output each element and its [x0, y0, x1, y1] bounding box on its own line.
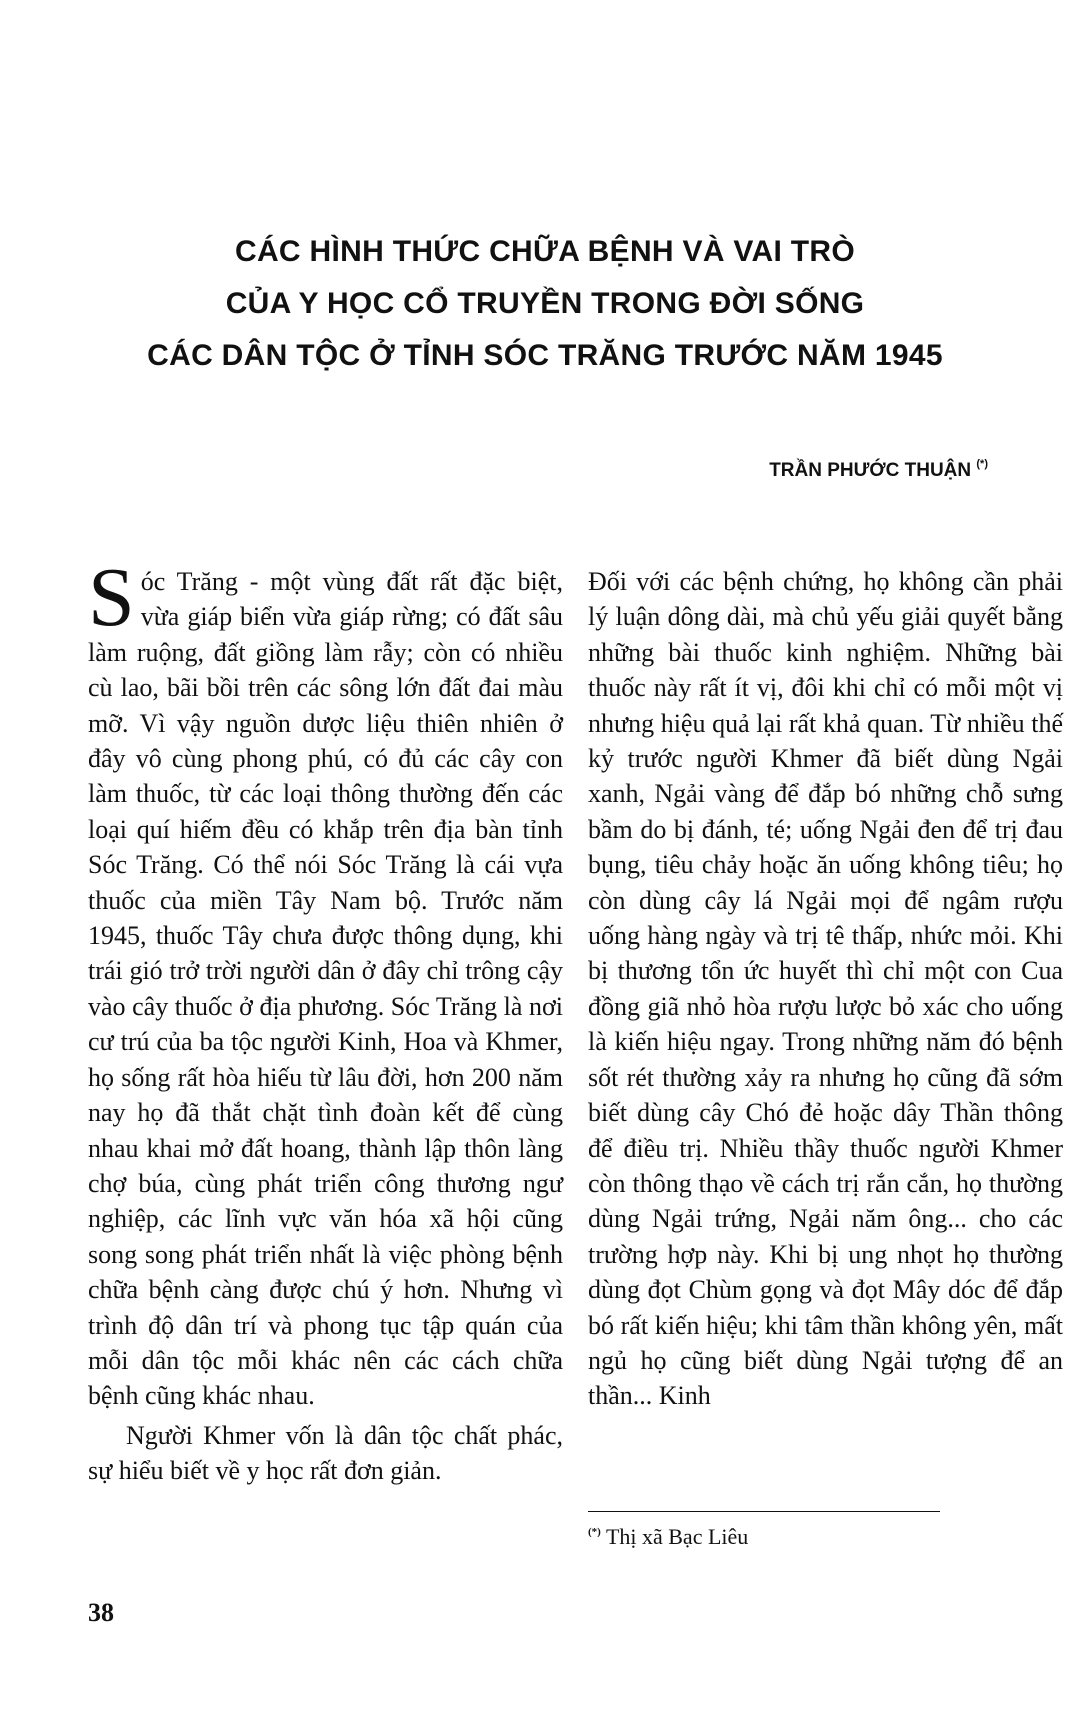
- author-name: TRẦN PHƯỚC THUẬN: [769, 460, 972, 481]
- right-column: [588, 564, 1063, 1414]
- drop-cap: S: [88, 551, 135, 644]
- left-column: [88, 551, 563, 1489]
- title-line-1: CÁC HÌNH THỨC CHỮA BỆNH VÀ VAI TRÒ: [235, 235, 855, 268]
- footnote-mark: (*): [588, 1526, 601, 1538]
- footnote-divider: [588, 1511, 940, 1512]
- page-number: 38: [88, 1598, 114, 1627]
- footnote: [588, 1524, 748, 1550]
- title-line-3: CÁC DÂN TỘC Ở TỈNH SÓC TRĂNG TRƯỚC NĂM 1945: [147, 339, 943, 372]
- body-paragraph-2: Người Khmer vốn là dân tộc chất phác, sự hiểu biết về y học rất đơn giản.: [88, 1420, 563, 1486]
- body-paragraph-3: Đối với các bệnh chứng, họ không cần phải lý luận dông dài, mà chủ yếu giải quyết bằng những bài thuốc kinh nghiệm. Những bài thuốc này rất ít vị, đôi khi chỉ có mỗi một vị nhưng hiệu quả lại rất khả quan. Từ nhiều thế kỷ trước người Khmer đã biết dùng Ngải xanh, Ngải vàng để đắp bó những chỗ sưng bầm do bị đánh, té; uống Ngải đen để trị đau bụng, tiêu chảy hoặc ăn uống không tiêu; họ còn dùng cây lá Ngải mọi để ngâm rượu uống hàng ngày và trị tê thấp, nhức mỏi. Khi bị thương tổn ức huyết thì chỉ một con Cua đồng giã nhỏ hòa rượu lược bỏ xác cho uống là kiến hiệu ngay. Trong những năm đó bệnh sốt rét thường xảy ra nhưng họ cũng đã sớm biết dùng cây Chó đẻ hoặc dây Thần thông để điều trị. Nhiều thầy thuốc người Khmer còn thông thạo về cách trị rắn cắn, họ thường dùng Ngải trứng, Ngải năm ông... cho các trường hợp này. Khi bị ung nhọt họ thường dùng đọt Chùm gọng và đọt Mây dóc để đắp bó rất kiến hiệu; khi tâm thần không yên, mất ngủ họ cũng biết dùng Ngải tượng để an thần... Kinh: [588, 567, 1063, 1411]
- author-byline: [769, 458, 988, 482]
- article-title: [0, 226, 1090, 382]
- paragraph-1-text: óc Trăng - một vùng đất rất đặc biệt, vừa giáp biển vừa giáp rừng; có đất sâu làm ruộng, đất giồng làm rẫy; còn có nhiều cù lao, bãi bồi trên các sông lớn đất đai màu mỡ. Vì vậy nguồn dược liệu thiên nhiên ở đây vô cùng phong phú, có đủ các cây con làm thuốc, từ các loại thông thường đến các loại quí hiếm đều có khắp trên địa bàn tỉnh Sóc Trăng. Có thể nói Sóc Trăng là cái vựa thuốc của miền Tây Nam bộ. Trước năm 1945, thuốc Tây chưa được thông dụng, khi trái gió trở trời người dân ở đây chỉ trông cậy vào cây thuốc ở địa phương. Sóc Trăng là nơi cư trú của ba tộc người Kinh, Hoa và Khmer, họ sống rất hòa hiếu từ lâu đời, hơn 200 năm nay họ đã thắt chặt tình đoàn kết để cùng nhau khai mở đất hoang, thành lập thôn làng chợ búa, cùng phát triển công thương ngư nghiệp, các lĩnh vực văn hóa xã hội cũng song song phát triển nhất là việc phòng bệnh chữa bệnh càng được chú ý hơn. Nhưng vì trình độ dân trí và phong tục tập quán của mỗi dân tộc mỗi khác nên các cách chữa bệnh cũng khác nhau.: [88, 567, 563, 1411]
- title-line-2: CỦA Y HỌC CỔ TRUYỀN TRONG ĐỜI SỐNG: [225, 287, 865, 320]
- author-note-mark: (*): [976, 458, 988, 470]
- footnote-text: Thị xã Bạc Liêu: [605, 1524, 749, 1549]
- body-paragraph-1: [88, 551, 563, 1414]
